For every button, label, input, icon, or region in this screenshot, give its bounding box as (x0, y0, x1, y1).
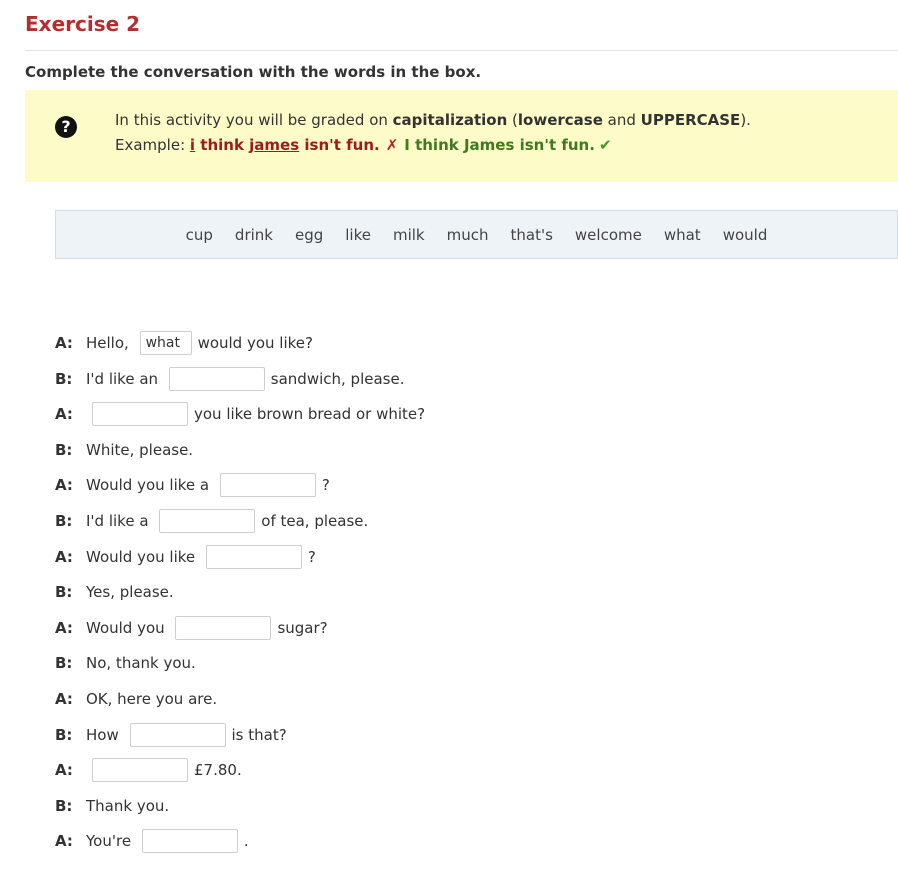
word-welcome: welcome (574, 225, 642, 244)
dialogue-text: Would you like a (86, 476, 214, 494)
dialogue-line (55, 722, 287, 748)
answer-input[interactable] (175, 616, 271, 640)
speaker-label: B: (55, 583, 73, 601)
dialogue-line (55, 508, 368, 534)
correct-example: I think James isn't fun. (404, 136, 595, 154)
answer-input[interactable] (130, 723, 226, 747)
word-box (55, 210, 898, 259)
instruction-text: Complete the conversation with the words in the box. (25, 63, 482, 81)
dialogue-text: is that? (231, 726, 287, 744)
speaker-label: A: (55, 619, 73, 637)
dialogue-text: ? (307, 548, 316, 566)
dialogue-text: sandwich, please. (270, 370, 405, 388)
answer-input[interactable]: what (140, 331, 192, 355)
check-icon: ✔ (598, 136, 612, 154)
dialogue-line (55, 472, 330, 498)
speaker-label: B: (55, 797, 73, 815)
exercise-title: Exercise 2 (25, 12, 141, 36)
answer-input[interactable] (159, 509, 255, 533)
word-egg: egg (294, 225, 324, 244)
dialogue-line (55, 401, 425, 427)
word-drink: drink (234, 225, 273, 244)
wrong-example: i think james isn't fun. (189, 136, 380, 154)
answer-input[interactable] (220, 473, 316, 497)
speaker-label: A: (55, 334, 73, 352)
dialogue-text: Would you (86, 619, 170, 637)
dialogue-line (55, 544, 316, 570)
speaker-label: A: (55, 476, 73, 494)
dialogue-text: would you like? (197, 334, 313, 352)
answer-input[interactable] (142, 829, 238, 853)
dialogue-text: sugar? (277, 619, 328, 637)
word-much: much (446, 225, 489, 244)
speaker-label: B: (55, 654, 73, 672)
answer-input[interactable] (206, 545, 302, 569)
dialogue-text: I'd like an (86, 370, 163, 388)
speaker-label: A: (55, 832, 73, 850)
speaker-label: A: (55, 690, 73, 708)
dialogue-line (55, 828, 249, 854)
word-what: what (663, 225, 701, 244)
speaker-label: B: (55, 726, 73, 744)
question-icon[interactable]: ? (55, 116, 77, 138)
cross-icon: ✗ (385, 136, 399, 154)
word-like: like (345, 225, 371, 244)
dialogue-line (55, 757, 242, 783)
dialogue-line (55, 793, 169, 819)
dialogue-line (55, 650, 196, 676)
dialogue-text: OK, here you are. (86, 690, 218, 708)
answer-input[interactable] (92, 402, 188, 426)
dialogue-text: Yes, please. (86, 583, 174, 601)
dialogue-line (55, 579, 174, 605)
word-cup: cup (185, 225, 213, 244)
info-line-example: Example: i think james isn't fun. ✗ I think James isn't fun. ✔ (115, 136, 612, 154)
speaker-label: B: (55, 370, 73, 388)
dialogue-text: Would you like (86, 548, 200, 566)
speaker-label: B: (55, 512, 73, 530)
dialogue-text: You're (86, 832, 136, 850)
dialogue-line (55, 686, 217, 712)
divider (25, 50, 898, 51)
word-would: would (722, 225, 768, 244)
dialogue-line (55, 615, 328, 641)
info-box (25, 90, 898, 182)
dialogue-text: How (86, 726, 124, 744)
speaker-label: A: (55, 405, 73, 423)
dialogue-line (55, 330, 313, 356)
dialogue-text: No, thank you. (86, 654, 196, 672)
dialogue-text: I'd like a (86, 512, 154, 530)
word-thats: that's (510, 225, 553, 244)
dialogue-text: . (243, 832, 249, 850)
answer-input[interactable] (92, 758, 188, 782)
dialogue-text: Thank you. (86, 797, 170, 815)
dialogue-text: of tea, please. (261, 512, 369, 530)
dialogue-line (55, 366, 404, 392)
dialogue-text: White, please. (86, 441, 194, 459)
speaker-label: A: (55, 761, 73, 779)
dialogue-line (55, 437, 193, 463)
info-line-grading: In this activity you will be graded on capitalization (lowercase and UPPERCASE). (115, 111, 751, 129)
dialogue-text: £7.80. (194, 761, 242, 779)
speaker-label: B: (55, 441, 73, 459)
dialogue-text: Hello, (86, 334, 134, 352)
dialogue-text: ? (321, 476, 330, 494)
dialogue-text: you like brown bread or white? (194, 405, 426, 423)
word-milk: milk (392, 225, 425, 244)
answer-input[interactable] (169, 367, 265, 391)
speaker-label: A: (55, 548, 73, 566)
